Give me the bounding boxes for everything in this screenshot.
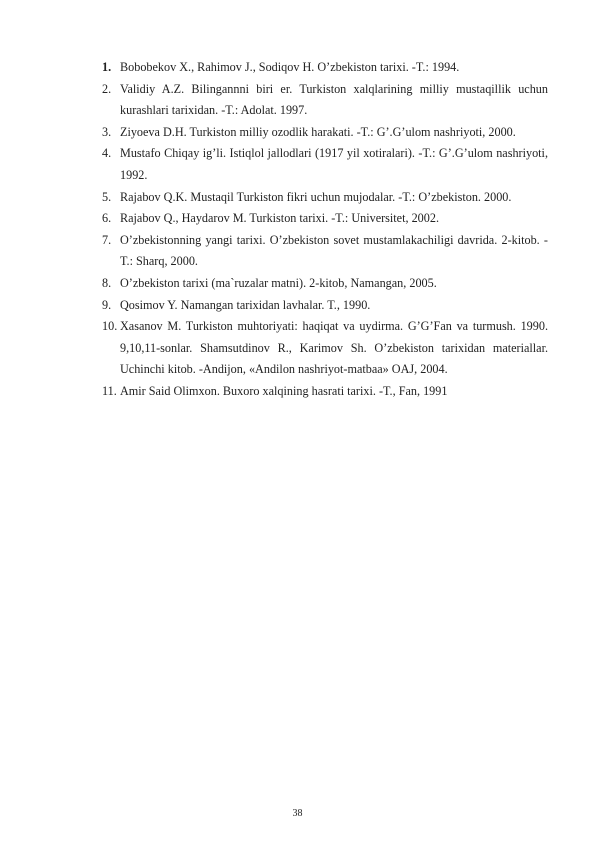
reference-text: O’zbekiston tarixi (ma`ruzalar matni). 2-kitob, Namangan, 2005. bbox=[120, 275, 437, 290]
reference-number: 4. bbox=[102, 146, 112, 161]
reference-text: Validiy A.Z. Bilingannni biri er. Turkiston xalqlarining milliy mustaqillik uchun kurashlari tarixidan. -T.: Adolat. 1997. bbox=[120, 81, 548, 118]
reference-item bbox=[102, 208, 548, 230]
reference-item bbox=[102, 143, 548, 186]
reference-number: 7. bbox=[102, 232, 112, 247]
page-number: 38 bbox=[292, 808, 303, 819]
reference-item bbox=[102, 187, 548, 209]
reference-text: Xasanov M. Turkiston muhtoriyati: haqiqat va uydirma. G’G’Fan va turmush. 1990. 9,10,11-sonlar. Shamsutdinov R., Karimov Sh. O’zbekiston tarixidan materiallar. Uchinchi kitob. -Andijon, «Andilon nashriyot-matbaa» OAJ, 2004. bbox=[120, 319, 548, 377]
reference-number: 8. bbox=[102, 275, 112, 290]
reference-number: 1. bbox=[102, 60, 112, 74]
reference-item bbox=[102, 122, 548, 144]
reference-text: Ziyoeva D.H. Turkiston milliy ozodlik harakati. -T.: G’.G’ulom nashriyoti, 2000. bbox=[120, 124, 516, 139]
reference-text: Rajabov Q., Haydarov M. Turkiston tarixi. -T.: Universitet, 2002. bbox=[120, 211, 439, 226]
reference-item bbox=[102, 230, 548, 273]
reference-item bbox=[102, 79, 548, 122]
reference-text: Bobobekov X., Rahimov J., Sodiqov H. O’zbekiston tarixi. -T.: 1994. bbox=[120, 60, 460, 74]
reference-text: Mustafo Chiqay ig’li. Istiqlol jallodlari (1917 yil xotiralari). -T.: G’.G’ulom nashriyoti, 1992. bbox=[120, 146, 548, 182]
reference-item bbox=[102, 381, 548, 403]
reference-item bbox=[102, 273, 548, 295]
reference-text: Rajabov Q.K. Mustaqil Turkiston fikri uchun mujodalar. -T.: O’zbekiston. 2000. bbox=[120, 189, 512, 204]
reference-item bbox=[102, 316, 548, 381]
reference-number: 6. bbox=[102, 211, 112, 226]
reference-number: 9. bbox=[102, 297, 112, 312]
reference-number: 3. bbox=[102, 124, 112, 139]
reference-text: O’zbekistonning yangi tarixi. O’zbekiston sovet mustamlakachiligi davrida. 2-kitob. -T.: Sharq, 2000. bbox=[120, 232, 548, 269]
reference-number: 2. bbox=[102, 81, 112, 96]
reference-number: 5. bbox=[102, 189, 112, 204]
reference-text: Qosimov Y. Namangan tarixidan lavhalar. T., 1990. bbox=[120, 297, 371, 312]
reference-text: Amir Said Olimxon. Buxoro xalqining hasrati tarixi. -T., Fan, 1991 bbox=[120, 383, 448, 398]
reference-number: 10. bbox=[102, 319, 118, 334]
reference-number: 11. bbox=[102, 383, 117, 398]
reference-item bbox=[102, 57, 548, 79]
reference-item bbox=[102, 295, 548, 317]
reference-list bbox=[102, 57, 548, 403]
